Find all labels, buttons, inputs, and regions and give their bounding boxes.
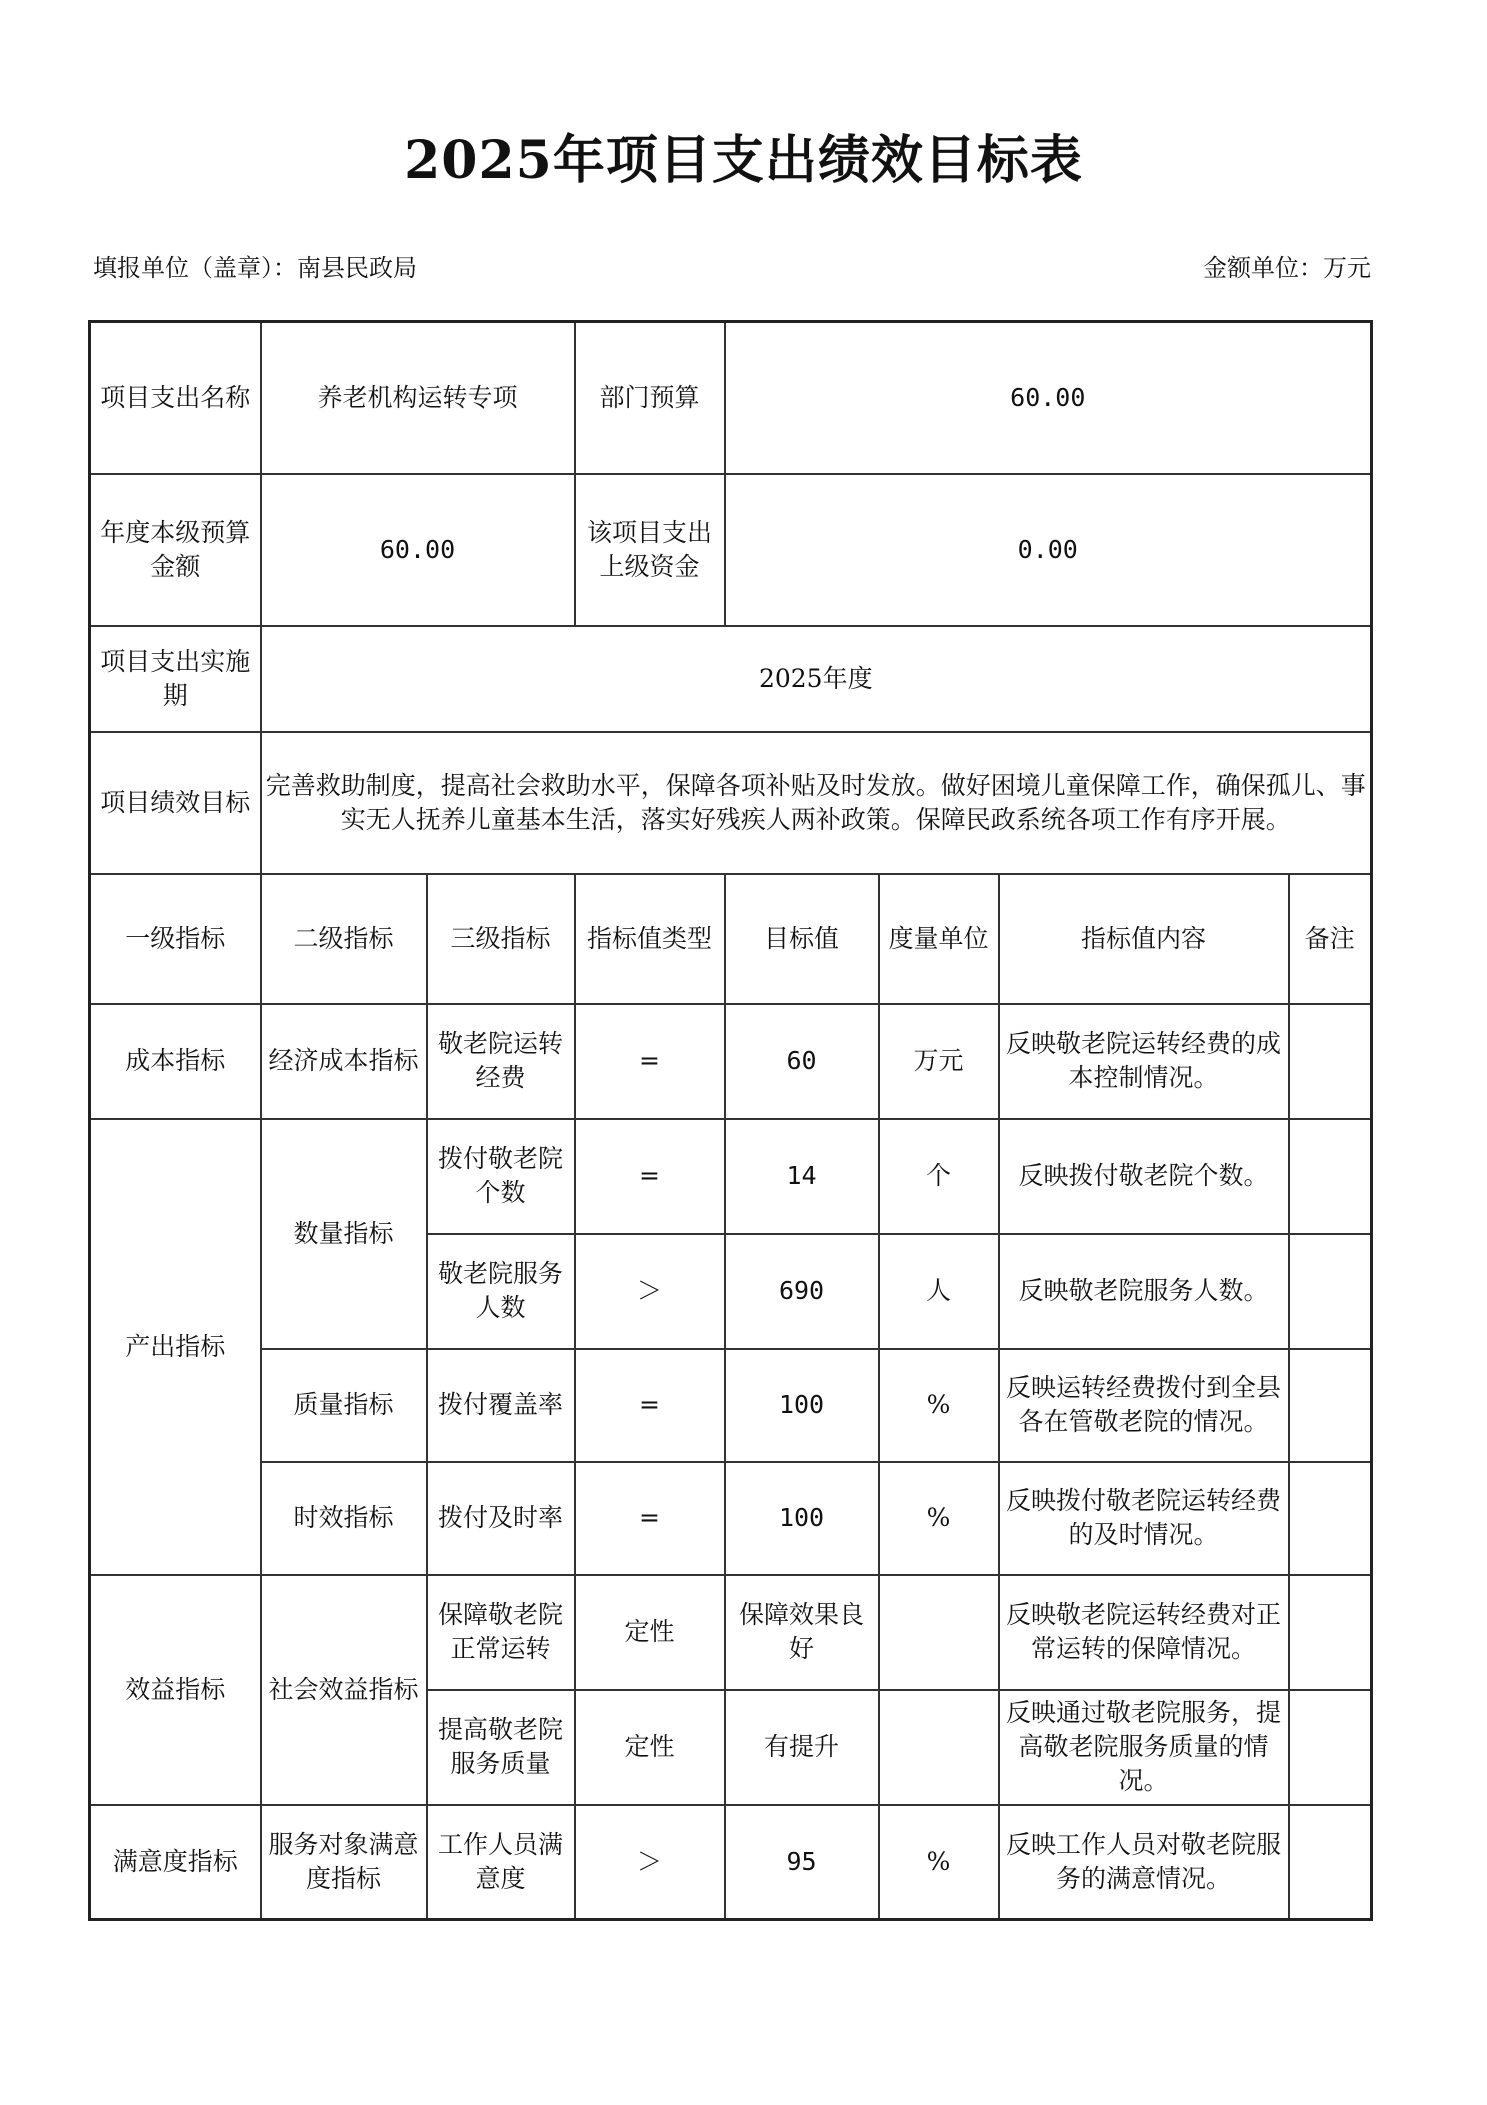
indicator-note xyxy=(1289,1234,1372,1349)
upper-funds-value: 0.00 xyxy=(725,474,1372,626)
indicator-content: 反映敬老院服务人数。 xyxy=(999,1234,1289,1349)
indicator-content: 反映拨付敬老院运转经费的及时情况。 xyxy=(999,1462,1289,1575)
upper-funds-label: 该项目支出上级资金 xyxy=(575,474,725,626)
indicator-target: 95 xyxy=(725,1805,879,1920)
indicator-type: 定性 xyxy=(575,1690,725,1805)
indicator-type: ＞ xyxy=(575,1805,725,1920)
indicator-unit: 万元 xyxy=(879,1004,999,1119)
indicator-type: = xyxy=(575,1462,725,1575)
annual-budget-value: 60.00 xyxy=(261,474,575,626)
header-level1: 一级指标 xyxy=(90,874,261,1004)
indicator-name: 拨付覆盖率 xyxy=(427,1349,575,1462)
group-benefit: 效益指标 xyxy=(90,1575,261,1805)
goal-label: 项目绩效目标 xyxy=(90,732,261,874)
table-row xyxy=(90,1575,1372,1690)
table-row xyxy=(90,1004,1372,1119)
header-note: 备注 xyxy=(1289,874,1372,1004)
indicator-name: 拨付敬老院个数 xyxy=(427,1119,575,1234)
page-title: 2025年项目支出绩效目标表 xyxy=(404,130,1083,191)
info-row-budget xyxy=(90,474,1372,626)
indicator-note xyxy=(1289,1690,1372,1805)
indicator-note xyxy=(1289,1575,1372,1690)
info-row-project xyxy=(90,322,1372,474)
table-row xyxy=(90,1349,1372,1462)
subgroup-quality: 质量指标 xyxy=(261,1349,427,1462)
indicator-target: 100 xyxy=(725,1462,879,1575)
header-target: 目标值 xyxy=(725,874,879,1004)
indicator-target: 保障效果良好 xyxy=(725,1575,879,1690)
performance-target-table xyxy=(88,320,1373,1921)
indicator-unit: 人 xyxy=(879,1234,999,1349)
indicator-target: 有提升 xyxy=(725,1690,879,1805)
indicator-unit xyxy=(879,1690,999,1805)
subgroup-quantity: 数量指标 xyxy=(261,1119,427,1349)
indicator-name: 敬老院运转经费 xyxy=(427,1004,575,1119)
indicator-note xyxy=(1289,1349,1372,1462)
table-row xyxy=(90,1805,1372,1920)
indicator-content: 反映运转经费拨付到全县各在管敬老院的情况。 xyxy=(999,1349,1289,1462)
dept-budget-label: 部门预算 xyxy=(575,322,725,474)
project-name-value: 养老机构运转专项 xyxy=(261,322,575,474)
indicator-unit xyxy=(879,1575,999,1690)
goal-value: 完善救助制度，提高社会救助水平，保障各项补贴及时发放。做好困境儿童保障工作，确保孤儿、事实无人抚养儿童基本生活，落实好残疾人两补政策。保障民政系统各项工作有序开展。 xyxy=(261,732,1372,874)
indicator-content: 反映通过敬老院服务，提高敬老院服务质量的情况。 xyxy=(999,1690,1289,1805)
info-row-goal xyxy=(90,732,1372,874)
indicator-type: 定性 xyxy=(575,1575,725,1690)
period-value: 2025年度 xyxy=(261,626,1372,732)
subgroup-timeliness: 时效指标 xyxy=(261,1462,427,1575)
indicator-type: = xyxy=(575,1119,725,1234)
indicator-name: 敬老院服务人数 xyxy=(427,1234,575,1349)
header-row xyxy=(90,874,1372,1004)
indicator-name: 工作人员满意度 xyxy=(427,1805,575,1920)
indicator-note xyxy=(1289,1462,1372,1575)
info-row-period xyxy=(90,626,1372,732)
header-level2: 二级指标 xyxy=(261,874,427,1004)
subgroup-service-satisfaction: 服务对象满意度指标 xyxy=(261,1805,427,1920)
indicator-content: 反映敬老院运转经费的成本控制情况。 xyxy=(999,1004,1289,1119)
indicator-type: ＞ xyxy=(575,1234,725,1349)
period-label: 项目支出实施期 xyxy=(90,626,261,732)
indicator-unit: % xyxy=(879,1349,999,1462)
indicator-name: 拨付及时率 xyxy=(427,1462,575,1575)
indicator-content: 反映敬老院运转经费对正常运转的保障情况。 xyxy=(999,1575,1289,1690)
indicator-name: 保障敬老院正常运转 xyxy=(427,1575,575,1690)
indicator-unit: % xyxy=(879,1805,999,1920)
subgroup-economic-cost: 经济成本指标 xyxy=(261,1004,427,1119)
group-output: 产出指标 xyxy=(90,1119,261,1575)
indicator-target: 690 xyxy=(725,1234,879,1349)
header-level3: 三级指标 xyxy=(427,874,575,1004)
group-satisfaction: 满意度指标 xyxy=(90,1805,261,1920)
table-row xyxy=(90,1462,1372,1575)
header-content: 指标值内容 xyxy=(999,874,1289,1004)
indicator-type: = xyxy=(575,1004,725,1119)
annual-budget-label: 年度本级预算金额 xyxy=(90,474,261,626)
reporting-unit: 填报单位（盖章）：南县民政局 xyxy=(93,254,417,282)
indicator-type: = xyxy=(575,1349,725,1462)
header-value-type: 指标值类型 xyxy=(575,874,725,1004)
indicator-target: 14 xyxy=(725,1119,879,1234)
indicator-content: 反映工作人员对敬老院服务的满意情况。 xyxy=(999,1805,1289,1920)
header-unit: 度量单位 xyxy=(879,874,999,1004)
indicator-name: 提高敬老院服务质量 xyxy=(427,1690,575,1805)
project-name-label: 项目支出名称 xyxy=(90,322,261,474)
indicator-unit: 个 xyxy=(879,1119,999,1234)
indicator-note xyxy=(1289,1805,1372,1920)
table-row xyxy=(90,1119,1372,1234)
indicator-note xyxy=(1289,1004,1372,1119)
indicator-unit: % xyxy=(879,1462,999,1575)
subgroup-social-benefit: 社会效益指标 xyxy=(261,1575,427,1805)
indicator-target: 60 xyxy=(725,1004,879,1119)
group-cost: 成本指标 xyxy=(90,1004,261,1119)
dept-budget-value: 60.00 xyxy=(725,322,1372,474)
indicator-content: 反映拨付敬老院个数。 xyxy=(999,1119,1289,1234)
indicator-target: 100 xyxy=(725,1349,879,1462)
indicator-note xyxy=(1289,1119,1372,1234)
amount-unit: 金额单位：万元 xyxy=(1203,254,1371,282)
